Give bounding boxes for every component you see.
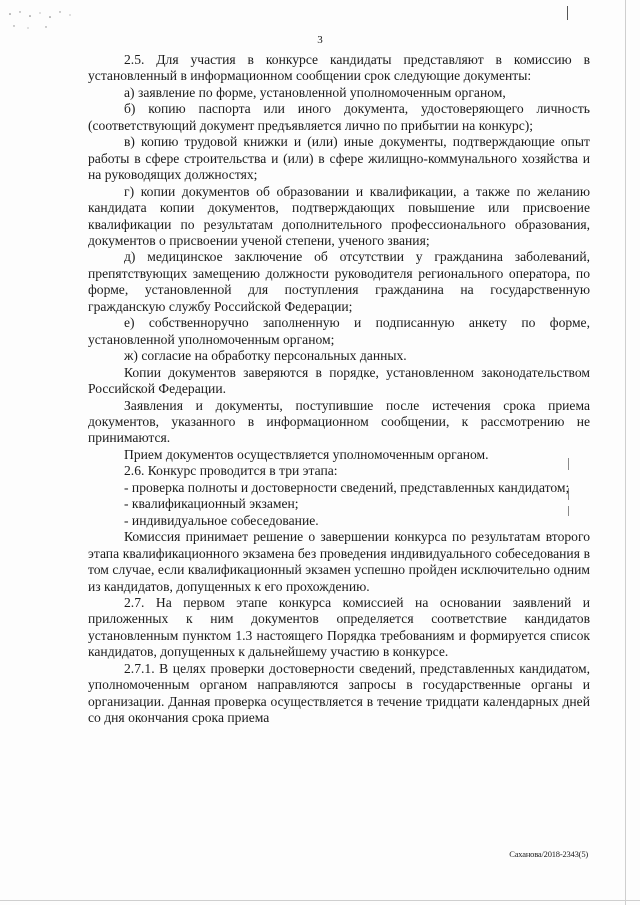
stage-item-3: - индивидуальное собеседование. (124, 512, 319, 528)
list-item-a: а) заявление по форме, установленной уполномоченным органом, (124, 84, 506, 100)
list-item-zh: ж) согласие на обработку персональных данных. (124, 348, 407, 364)
scan-right-edge (625, 0, 626, 905)
paragraph-2-6: 2.6. Конкурс проводится в три этапа: (124, 463, 338, 479)
document-body (88, 52, 590, 727)
scan-edge-tick (567, 6, 568, 20)
scan-noise-marks (6, 8, 86, 34)
paragraph-copies: Копии документов заверяются в порядке, установленном законодательством Российской Федерации. (88, 364, 590, 397)
list-item-e: е) собственноручно заполненную и подписанную анкету по форме, установленной уполномоченным органом; (88, 315, 590, 347)
stage-item-2: - квалификационный экзамен; (124, 496, 299, 512)
scan-bottom-edge (0, 900, 640, 901)
paragraph-2-7-1: 2.7.1. В целях проверки достоверности сведений, представленных кандидатом, уполномоченным органом направляются запросы в государственные органы и организации. Данная проверка осуществляется в течение тридцати календарных дней со дня окончания срока приема (88, 660, 590, 726)
list-item-b: б) копию паспорта или иного документа, удостоверяющего личность (соответствующий документ предъявляется лично по прибытии на конкурс); (88, 101, 590, 133)
paragraph-2-5: 2.5. Для участия в конкурсе кандидаты представляют в комиссию в установленный в информационном сообщении срок следующие документы: (88, 52, 590, 84)
document-code: Саханова/2018-2343(5) (509, 849, 588, 859)
list-item-g: г) копии документов об образовании и квалификации, а также по желанию кандидата копии документов, подтверждающих повышение или присвоение квалификации по результатам дополнительного профессионального образования, документов о присвоении ученой степени, ученого звания; (88, 183, 590, 248)
paragraph-2-7: 2.7. На первом этапе конкурса комиссией на основании заявлений и приложенных к ним документов определяется соответствие кандидатов установленным пунктом 1.3 настоящего Порядка требованиям и формируется список кандидатов, допущенных к дальнейшему участию в конкурсе. (88, 594, 590, 660)
page-number: 3 (317, 34, 323, 46)
paragraph-commission-decision: Комиссия принимает решение о завершении конкурса по результатам второго этапа квалификационного экзамена без проведения индивидуального собеседования в том случае, если квалификационный экзамен успешно пройден исключительно одним из кандидатов, допущенных к его прохождению. (88, 529, 590, 594)
list-item-d: д) медицинское заключение об отсутствии у гражданина заболеваний, препятствующих замещению должности руководителя регионального оператора, по форме, установленной для поступления гражданина на государственную гражданскую службу Российской Федерации; (88, 249, 590, 314)
paragraph-acceptance: Прием документов осуществляется уполномоченным органом. (124, 446, 489, 462)
paragraph-late-documents: Заявления и документы, поступившие после истечения срока приема документов, указанного в информационном сообщении, к рассмотрению не принимаются. (88, 397, 590, 446)
stage-item-1: - проверка полноты и достоверности сведений, представленных кандидатом; (124, 479, 570, 495)
list-item-v: в) копию трудовой книжки и (или) иные документы, подтверждающие опыт работы в сфере строительства и (или) в сфере жилищно-коммунального хозяйства и на руководящих должностях; (88, 134, 590, 183)
